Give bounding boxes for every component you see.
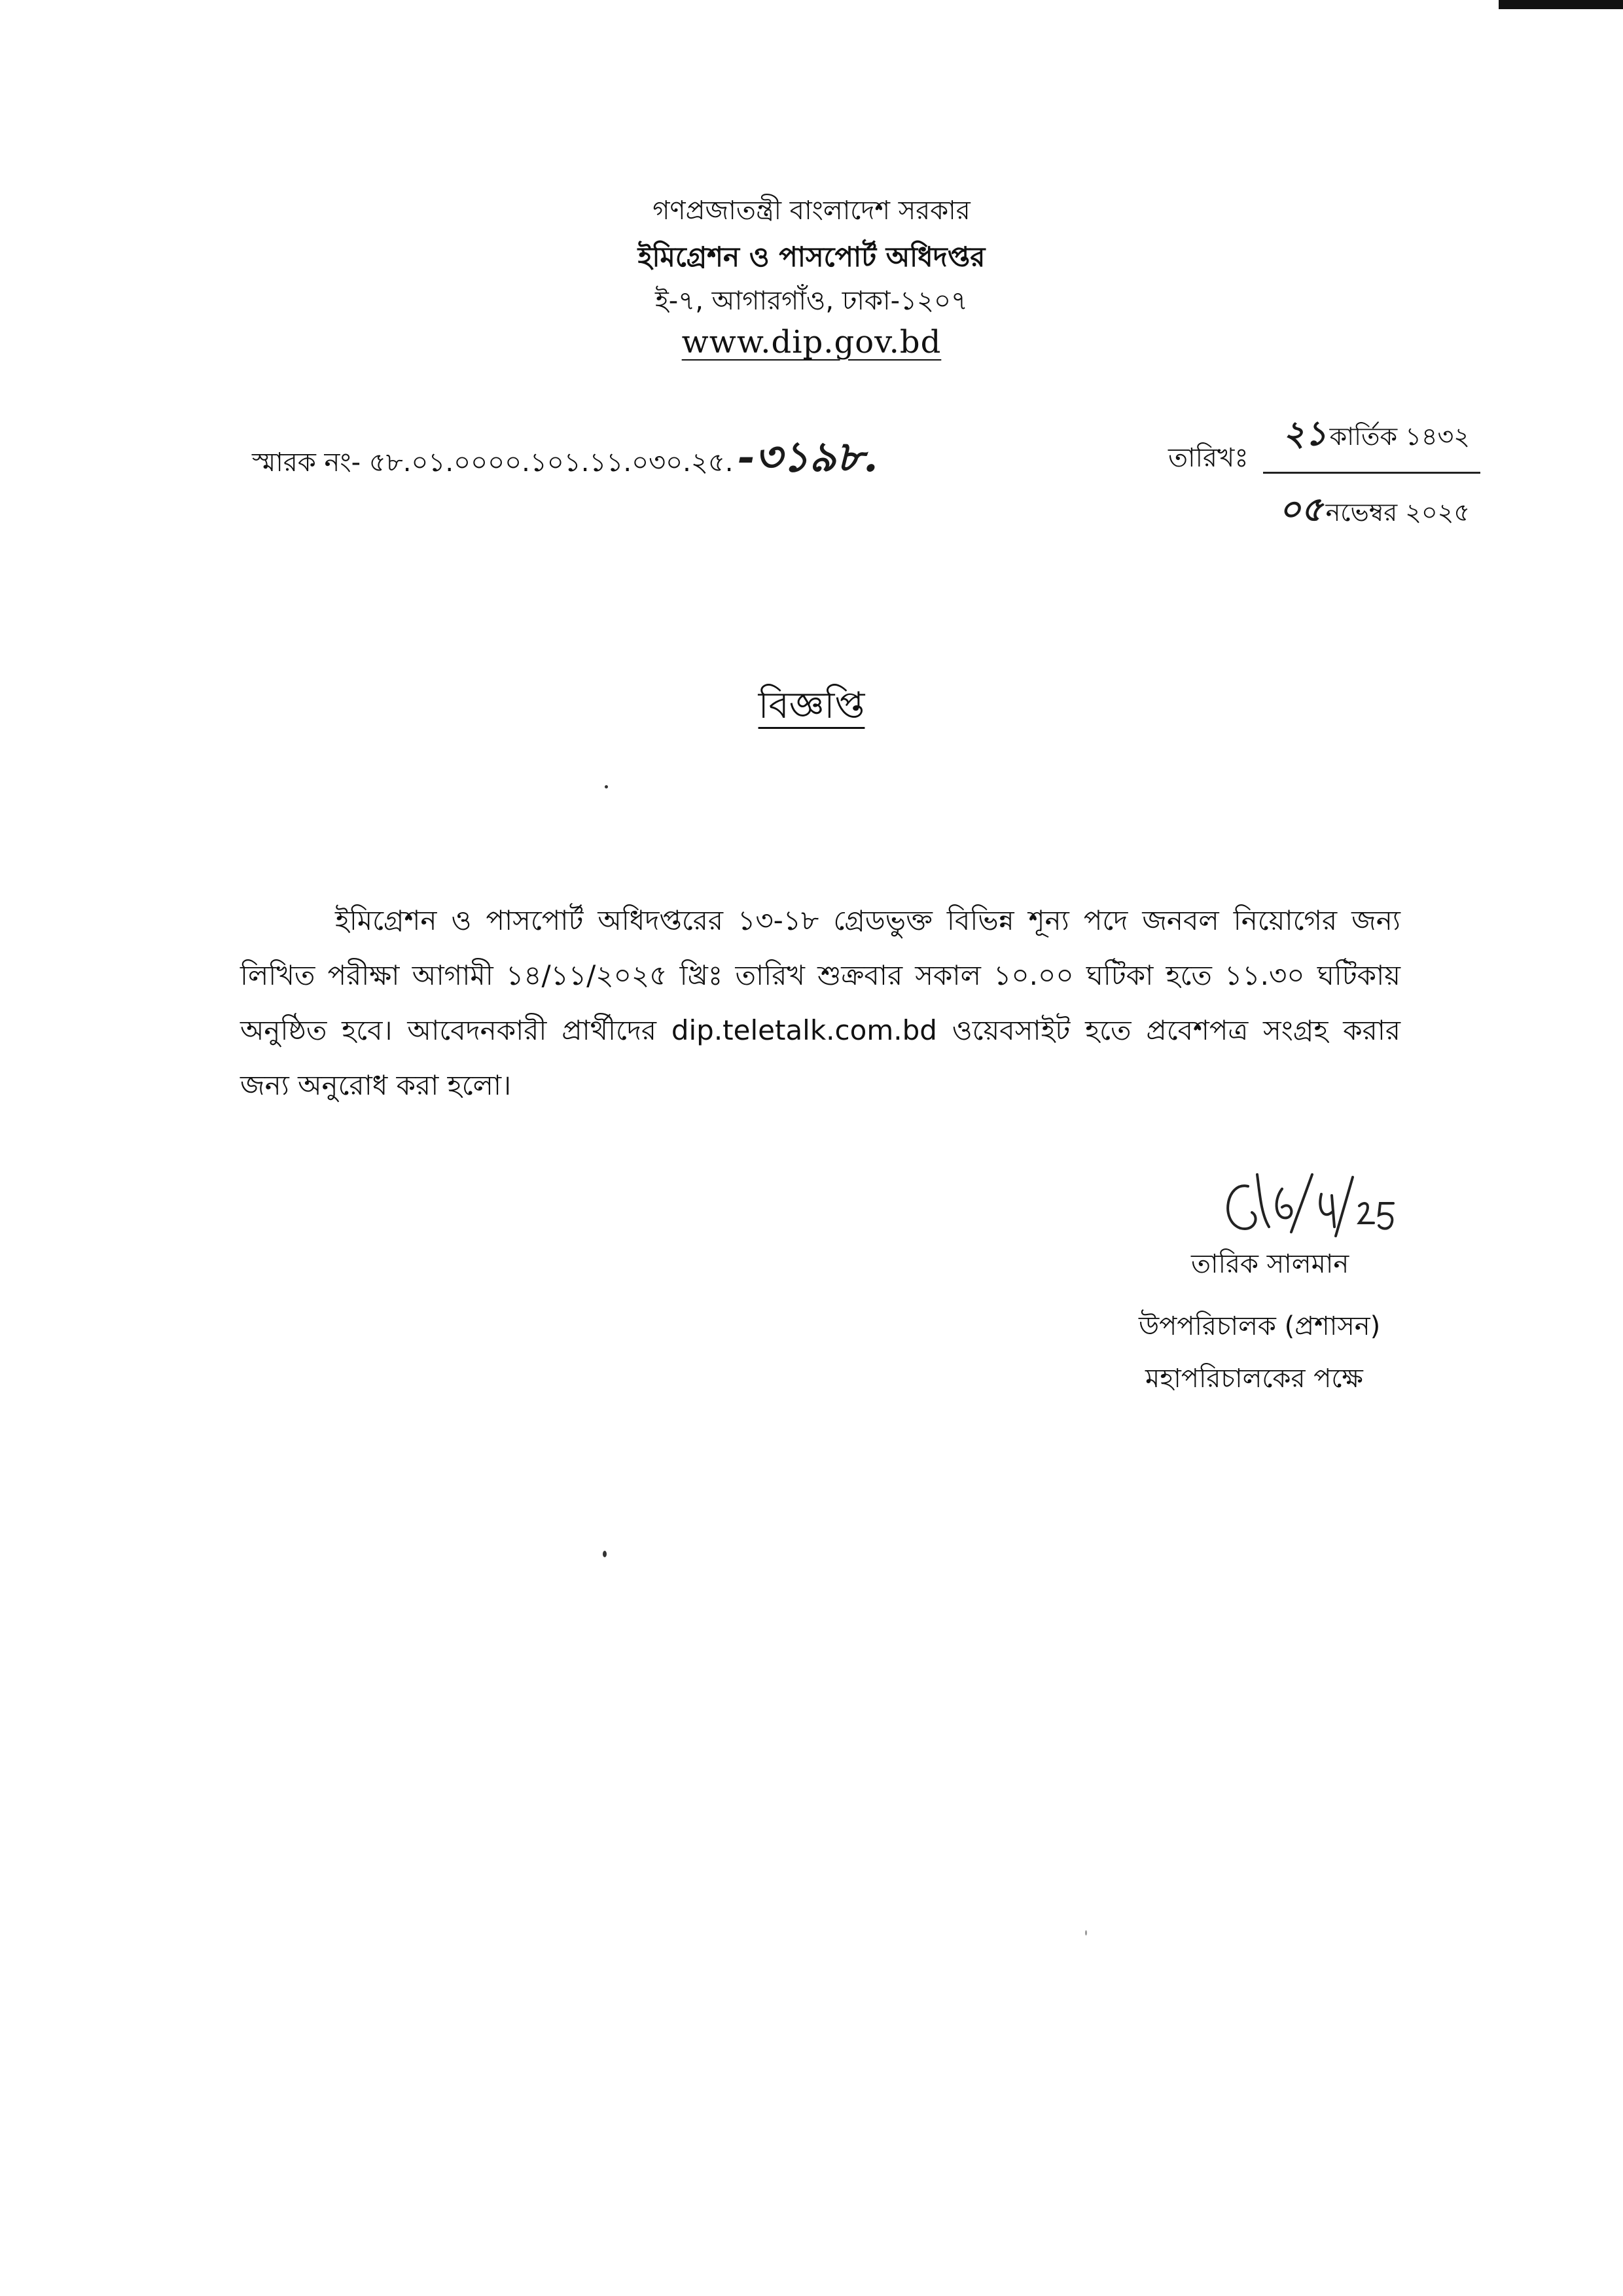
english-day: ০৫	[1279, 489, 1323, 529]
notice-title-text: বিজ্ঞপ্তি	[758, 684, 865, 727]
signatory-designation: উপপরিচালক (প্রশাসন)	[1139, 1311, 1381, 1341]
date-block	[1263, 407, 1480, 540]
scan-speck	[1085, 1930, 1087, 1935]
office-address: ই-৭, আগারগাঁও, ঢাকা-১২০৭	[654, 286, 969, 316]
bengali-day: ২১	[1283, 414, 1327, 453]
english-month-year: নভেম্বর ২০২৫	[1325, 498, 1470, 527]
notice-body: ইমিগ্রেশন ও পাসপোর্ট অধিদপ্তরের ১৩-১৮ গ্রেডভুক্ত বিভিন্ন শূন্য পদে জনবল নিয়োগের জন্য লিখিত পরীক্ষা আগামী ১৪/১১/২০২৫ খ্রিঃ তারিখ শুক্রবার সকাল ১০.০০ ঘটিকা হতে ১১.৩০ ঘটিকায় অনুষ্ঠিত হবে। আবেদনকারী প্রার্থীদের dip.teletalk.com.bd ওয়েবসাইট হতে প্রবেশপত্র সংগ্রহ করার জন্য অনুরোধ করা হলো।	[240, 904, 1400, 1101]
date-label: তারিখঃ	[1168, 443, 1249, 473]
website-line	[0, 324, 1623, 361]
scan-edge-mark	[1499, 0, 1623, 9]
signatory-name: তারিক সালমান	[1191, 1249, 1349, 1279]
memo-prefix: স্মারক নং- ৫৮.০১.০০০০.১০১.১১.০৩০.২৫.	[252, 448, 734, 478]
bengali-date	[1263, 407, 1480, 474]
government-name: গণপ্রজাতন্ত্রী বাংলাদেশ সরকার	[652, 196, 971, 226]
scan-speck	[605, 785, 608, 788]
website-link[interactable]: www.dip.gov.bd	[681, 324, 942, 361]
notice-title	[0, 677, 1623, 739]
english-date	[1263, 474, 1480, 540]
signatory-on-behalf: মহাপরিচালকের পক্ষে	[1145, 1364, 1363, 1394]
bengali-month-year: কার্তিক ১৪৩২	[1329, 422, 1470, 451]
scan-speck	[603, 1551, 607, 1557]
memo-number	[252, 425, 878, 495]
memo-handwritten-number: -৩১৯৮.	[737, 433, 878, 482]
department-name: ইমিগ্রেশন ও পাসপোর্ট অধিদপ্তর	[637, 241, 986, 273]
